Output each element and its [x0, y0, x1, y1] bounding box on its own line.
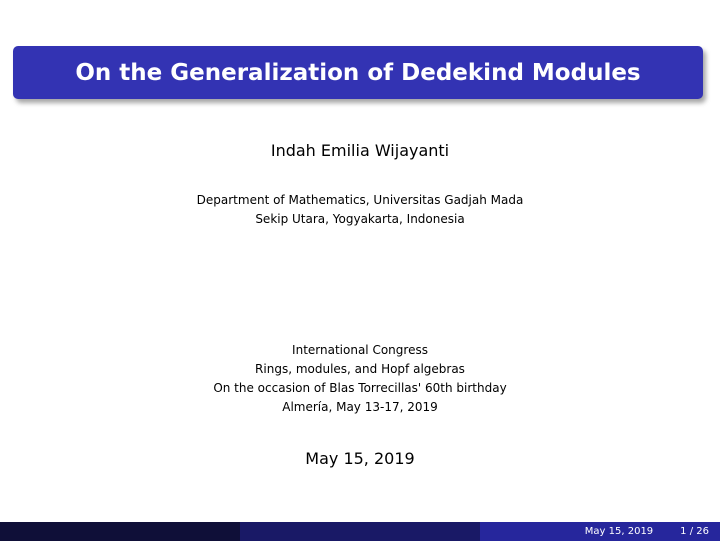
page-number: 1 / 26 — [680, 526, 709, 537]
footer-date: May 15, 2019 — [584, 526, 654, 537]
event-line-4: Almería, May 13-17, 2019 — [282, 400, 438, 414]
footer-right-segment — [480, 522, 720, 541]
page-title: On the Generalization of Dedekind Modules — [75, 59, 641, 86]
footer-mid-segment — [240, 522, 480, 541]
author-name: Indah Emilia Wijayanti — [270, 141, 450, 160]
title-box — [13, 46, 703, 99]
presentation-date: May 15, 2019 — [305, 449, 415, 468]
institute-line-1: Department of Mathematics, Universitas Gadjah Mada — [196, 193, 524, 207]
event-line-1: International Congress — [292, 343, 428, 357]
institute-line-2: Sekip Utara, Yogyakarta, Indonesia — [255, 212, 465, 226]
event-line-3: On the occasion of Blas Torrecillas' 60th birthday — [213, 381, 507, 395]
footer-left-segment — [0, 522, 240, 541]
event-line-2: Rings, modules, and Hopf algebras — [255, 362, 465, 376]
footer-bar — [0, 522, 720, 541]
